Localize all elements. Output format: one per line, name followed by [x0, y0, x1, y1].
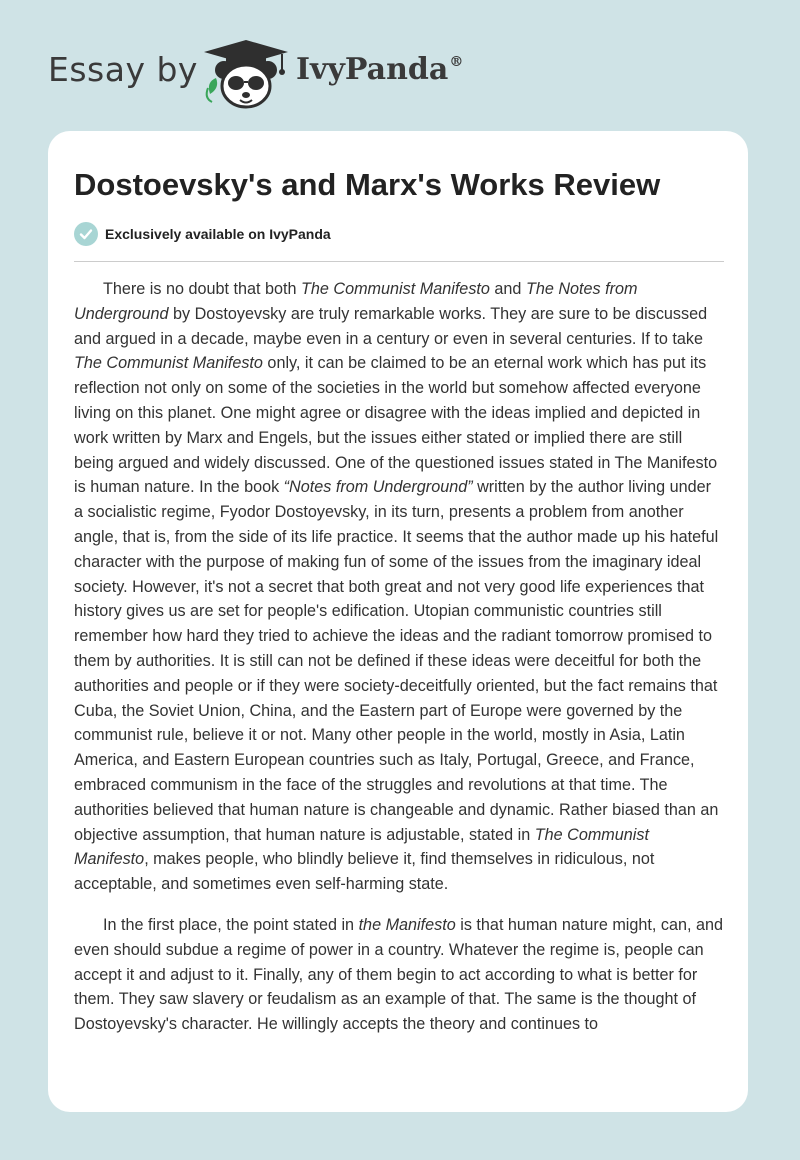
divider [74, 261, 724, 262]
paragraph-2 [74, 913, 724, 1037]
paragraph-1 [74, 277, 724, 897]
text-run: There is no doubt that both [103, 280, 301, 298]
text-run: and [489, 280, 526, 298]
exclusive-badge [74, 221, 331, 247]
text-run: only, it can be claimed to be an eternal work which has put its reflection not only on some of the societies in the world but somehow affected everyone living on this planet. One might agree or disagree with the ideas implied and depicted in work written by Marx and Engels, but the issues either stated or implied there are still being argued and widely discussed. One of the questioned issues stated in The Manifesto is human nature. In the book [74, 354, 718, 497]
badge-label: Exclusively available on IvyPanda [105, 226, 331, 242]
text-run: by Dostoyevsky are truly remarkable works. They are sure to be discussed and argued in a decade, maybe even in a century or even in several centuries. If to take [74, 304, 708, 348]
text-run: , makes people, who blindly believe it, find themselves in ridiculous, not acceptable, and sometimes even self-harming state. [74, 850, 655, 894]
brand-name[interactable] [296, 52, 463, 87]
brand-prefix: Essay by [48, 50, 198, 89]
check-icon [74, 222, 98, 246]
article-card [48, 131, 748, 1112]
site-header [0, 0, 800, 130]
page-title: Dostoevsky's and Marx's Works Review [74, 167, 661, 202]
text-run: In the first place, the point stated in [103, 915, 359, 934]
italic-title: “Notes from Underground” [283, 478, 473, 497]
text-run: is that human nature might, can, and even should subdue a regime of power in a country. Whatever the regime is, people can accept it and adjust to it. Finally, any of them begin to act according to what is better for them. They saw slavery or feudalism as an example of that. The same is the thought of Dostoyevsky's character. He willingly accepts the theory and continues to [74, 915, 724, 1034]
brand-name-text: IvyPanda [296, 52, 449, 87]
italic-title: The Notes from Underground [74, 280, 638, 323]
article-body [74, 277, 724, 1053]
italic-title: The Communist Manifesto [300, 280, 490, 298]
italic-title: The Communist Manifesto [74, 825, 649, 869]
text-run: written by the author living under a socialistic regime, Fyodor Dostoyevsky, in its turn, presents a problem from another angle, that is, from the side of its life practice. It seems that the author made up his hateful character with the purpose of making fun of some of the issues from the imaginary ideal society. However, it's not a secret that both great and not very good life experiences that history gives us are set for people's edification. Utopian communistic countries still remember how hard they tried to achieve the ideas and the radiant tomorrow promised to them by authorities. It is still can not be defined if these ideas were deceitful for both the authorities and people or if they were society-deceitfully oriented, but the fact remains that Cuba, the Soviet Union, China, and the Eastern part of Europe were governed by the communist rule, believe it or not. Many other people in the world, mostly in Asia, Latin America, and Eastern European countries such as Italy, Portugal, Greece, and France, embraced communism in the face of the struggles and revolutions at that time. The authorities believed that human nature is changeable and dynamic. Rather biased than an objective assumption, that human nature is adjustable, stated in [74, 478, 719, 844]
trademark-symbol: ® [449, 54, 464, 70]
italic-title: The Communist Manifesto [74, 354, 263, 373]
italic-title: the Manifesto [358, 915, 456, 934]
panda-logo-icon[interactable] [200, 36, 292, 110]
